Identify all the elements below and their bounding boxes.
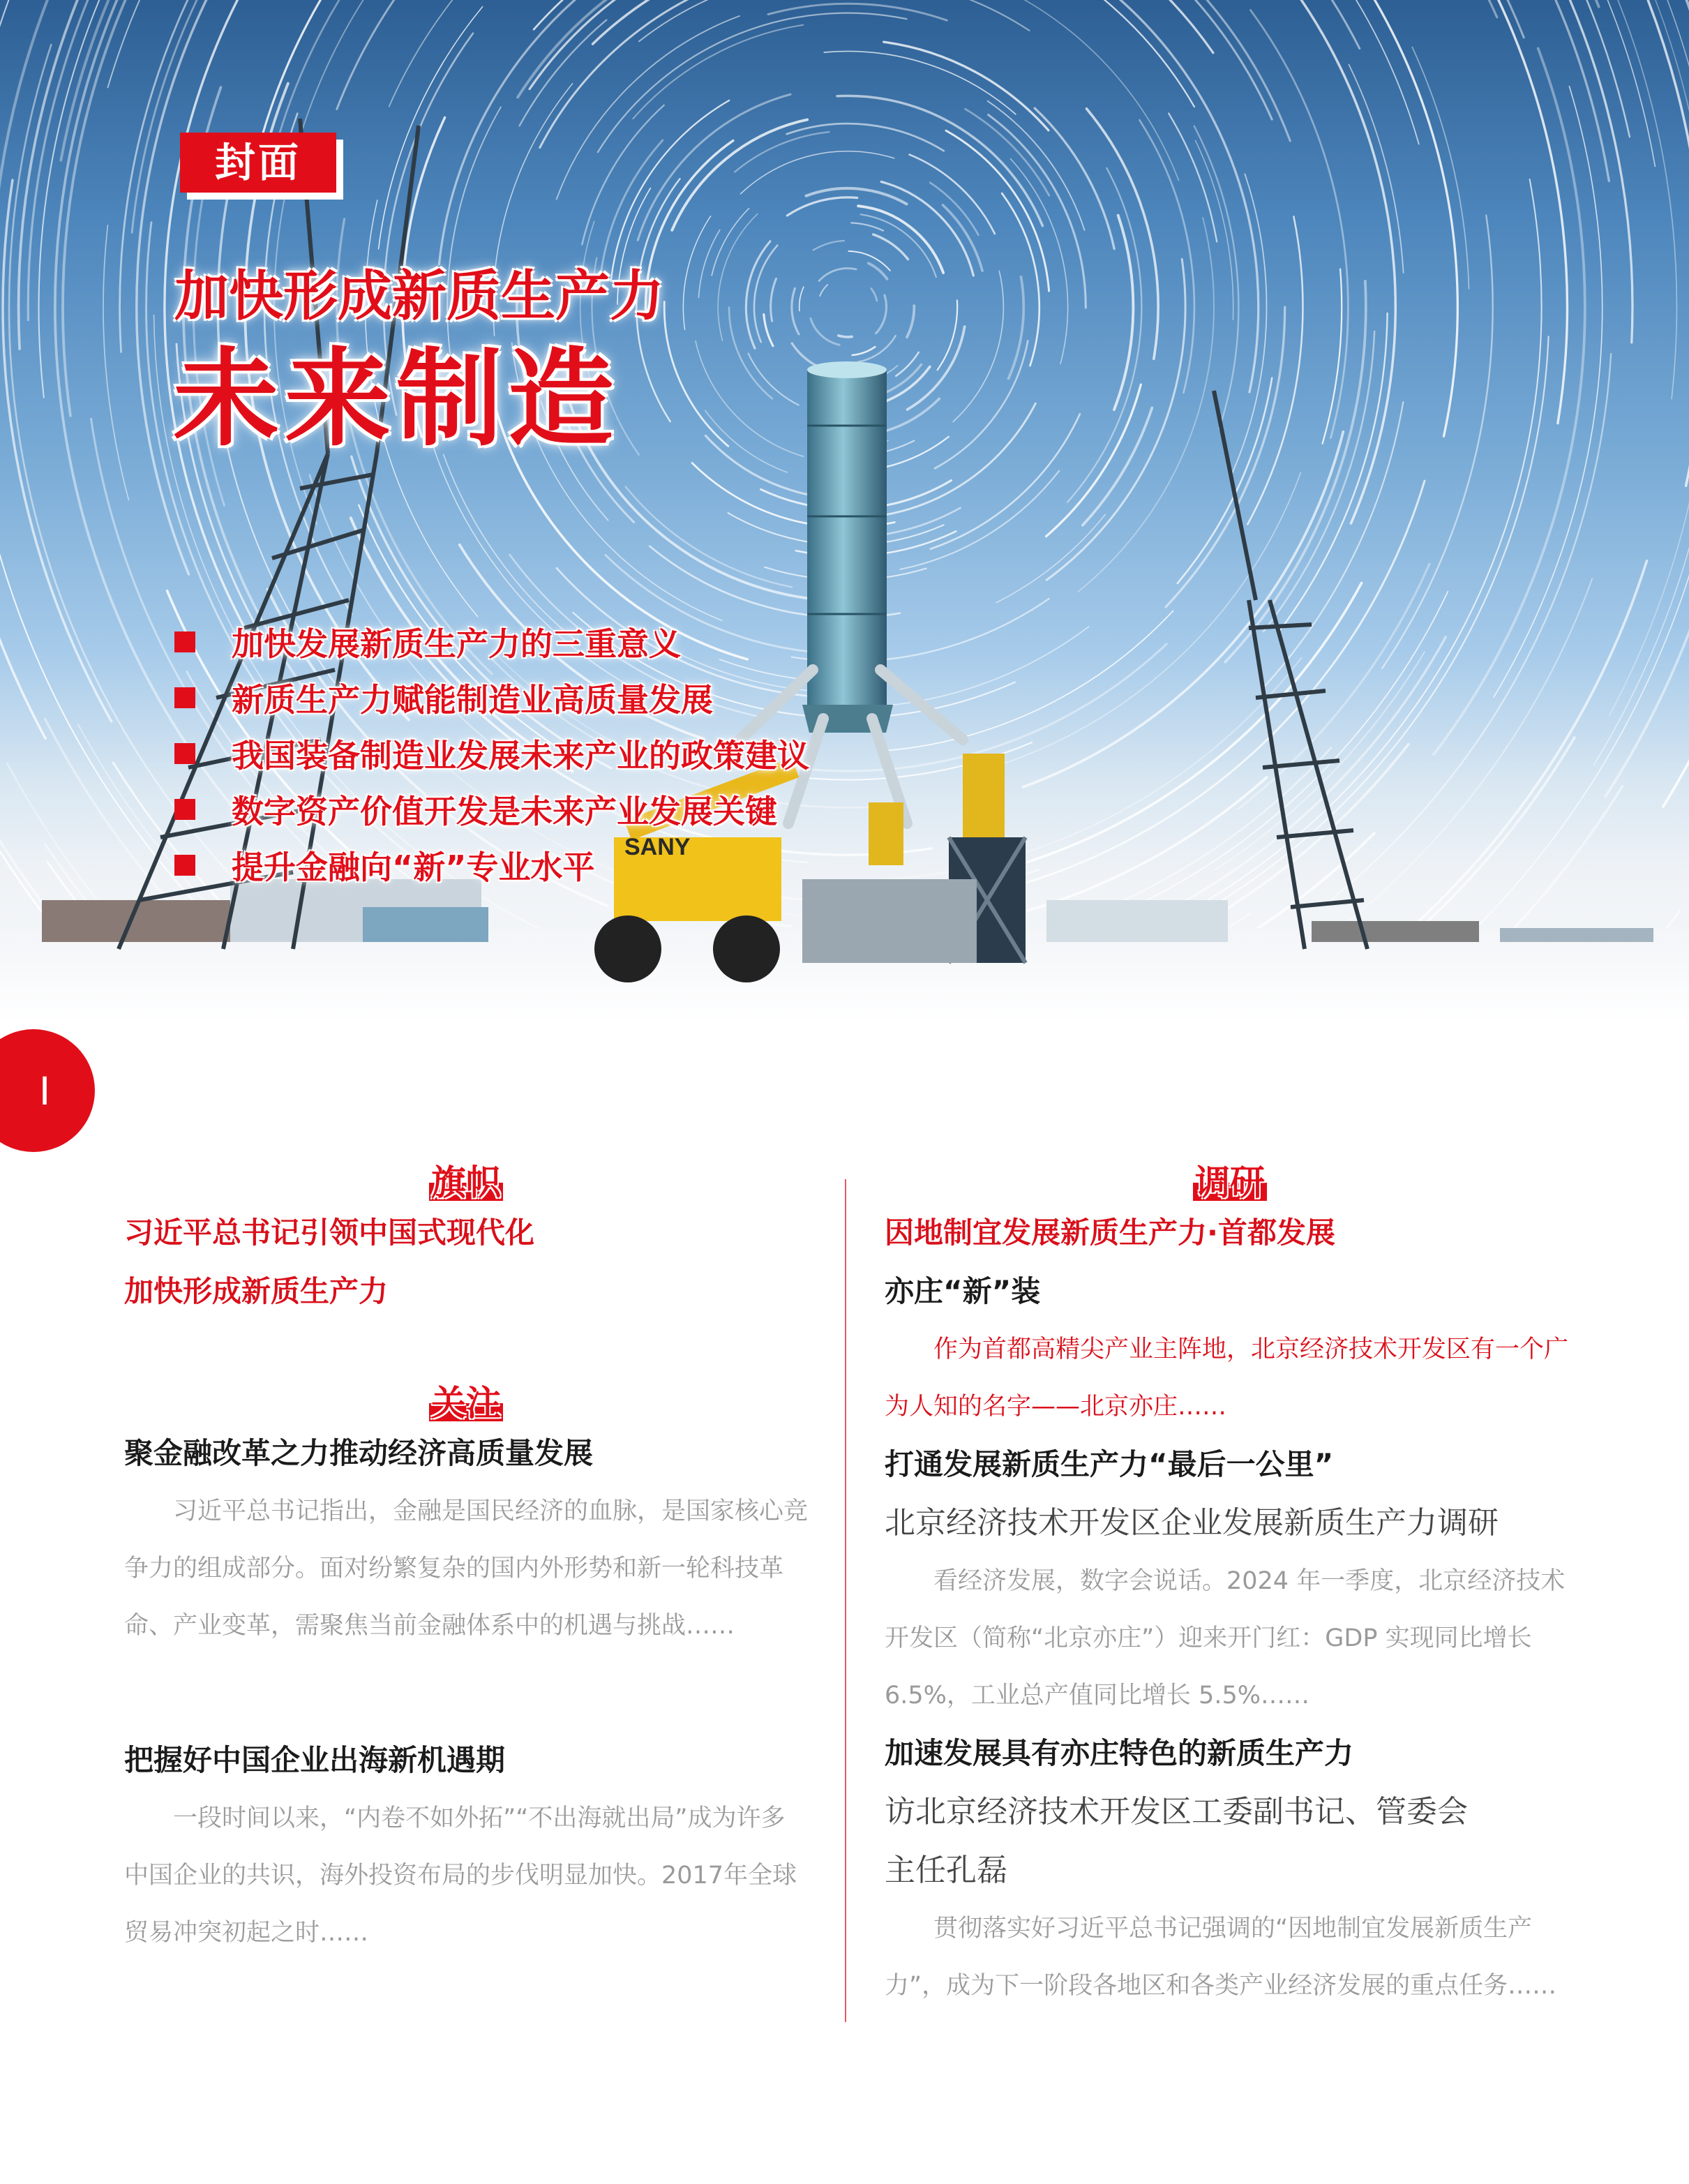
star-trail-arc [1250, 10, 1348, 437]
star-trail-arc [996, 514, 1106, 602]
star-trail-arc [258, 0, 662, 151]
star-trail-arc [792, 343, 816, 365]
star-trail-arc [851, 223, 883, 230]
square-bullet-icon [174, 799, 195, 820]
article-summary: 习近平总书记指出，金融是国民经济的血脉，是国家核心竞争力的组成部分。面对纷繁复杂的国内外形势和新一轮科技革命、产业变革，需聚焦当前金融体系中的机遇与挑战…… [124, 1497, 809, 1640]
square-bullet-icon [174, 855, 195, 876]
square-bullet-icon [174, 631, 195, 652]
qizhi-headline-line2[interactable]: 加快形成新质生产力 [124, 1274, 389, 1308]
right-column [885, 1162, 1575, 2014]
star-trail-arc [611, 100, 729, 281]
cover-bullet-item[interactable]: 加快发展新质生产力的三重意义 [174, 614, 809, 670]
cover-bullet-list [174, 614, 809, 893]
star-trail-arc [900, 471, 1059, 569]
cover-main-title: 未来制造 [173, 337, 620, 461]
star-trail-arc [1353, 0, 1689, 486]
star-trail-arc [1225, 281, 1366, 662]
star-trail-arc [1349, 65, 1404, 273]
star-trail-arc [943, 205, 983, 271]
cover-bullet-item[interactable]: 新质生产力赋能制造业高质量发展 [174, 670, 809, 726]
star-trail-arc [1000, 0, 1179, 181]
star-trail-arc [1172, 0, 1524, 38]
star-trail-arc [787, 124, 944, 151]
star-trail-arc [749, 353, 799, 405]
star-trail-arc [337, 0, 783, 109]
star-trail-arc [598, 13, 907, 152]
star-trail-arc [787, 197, 857, 216]
star-trail-arc [0, 0, 45, 738]
diaoyan-headline[interactable]: 因地制宜发展新质生产力·首都发展 [885, 1216, 1335, 1250]
star-trail-arc [103, 225, 128, 500]
section-label-diaoyan: 调研 [1193, 1162, 1267, 1204]
star-trail-arc [910, 155, 995, 234]
star-trail-arc [858, 336, 896, 362]
square-bullet-icon [174, 743, 195, 764]
star-trail-arc [741, 151, 894, 194]
star-trail-arc [1004, 0, 1194, 107]
article-title[interactable]: 亦庄“新”装 [885, 1274, 1041, 1308]
star-trail-arc [907, 306, 914, 337]
article-subtitle: 北京经济技术开发区企业发展新质生产力调研 [885, 1505, 1499, 1541]
cover-bullet-item[interactable]: 提升金融向“新”专业水平 [174, 837, 809, 893]
star-trail-arc [899, 0, 1030, 31]
star-trail-arc [1201, 179, 1541, 904]
section-label-qizhi: 旗帜 [429, 1162, 503, 1204]
left-column [124, 1162, 808, 1961]
star-trail-arc [819, 269, 856, 281]
article-title[interactable]: 把握好中国企业出海新机遇期 [124, 1743, 506, 1777]
cover-section-tag: 封面 [180, 133, 336, 193]
star-trail-arc [1561, 0, 1689, 377]
star-trail-arc [439, 0, 720, 264]
star-trail-arc [930, 183, 978, 235]
cover-bullet-item[interactable]: 我国装备制造业发展未来产业的政策建议 [174, 726, 809, 781]
star-trail-arc [848, 251, 890, 271]
star-trail-arc [582, 105, 663, 245]
star-trail-arc [800, 287, 804, 311]
star-trail-arc [1649, 0, 1689, 723]
star-trail-arc [1609, 0, 1689, 715]
star-trail-arc [820, 285, 827, 296]
star-trail-arc [873, 234, 908, 260]
star-trail-arc [1239, 0, 1418, 144]
star-trail-arc [1246, 0, 1655, 167]
star-trail-arc [1016, 777, 1267, 914]
article-title[interactable]: 打通发展新质生产力“最后一公里” [885, 1447, 1334, 1481]
star-trail-arc [1089, 0, 1259, 392]
star-trail-arc [811, 319, 839, 345]
qizhi-headline-line1[interactable]: 习近平总书记引领中国式现代化 [124, 1216, 535, 1250]
star-trail-arc [626, 486, 792, 587]
star-trail-arc [389, 0, 720, 107]
star-trail-arc [638, 94, 790, 240]
star-trail-arc [108, 0, 358, 87]
vehicle-brand-label: SANY [624, 834, 691, 860]
star-trail-arc [1114, 216, 1133, 410]
article-summary: 一段时间以来，“内卷不如外拓”“不出海就出局”成为许多中国企业的共识，海外投资布局的步伐明显加快。2017年全球贸易冲突初起之时…… [124, 1804, 797, 1947]
star-trail-arc [1326, 0, 1689, 46]
star-trail-arc [1123, 336, 1549, 952]
star-trail-arc [884, 42, 1049, 130]
star-trail-arc [839, 336, 852, 337]
star-trail-arc [1368, 0, 1630, 137]
star-trail-arc [698, 230, 719, 297]
star-trail-arc [1010, 159, 1067, 364]
cover-bullet-item[interactable]: 数字资产价值开发是未来产业发展关键 [174, 781, 809, 837]
star-trail-arc [979, 0, 1272, 119]
article-subtitle-line1: 访北京经济技术开发区工委副书记、管委会 [885, 1794, 1468, 1830]
star-trail-arc [1139, 120, 1194, 393]
star-trail-arc [931, 414, 1080, 548]
star-trail-arc [1459, 0, 1689, 564]
star-trail-arc [1270, 0, 1567, 424]
star-trail-arc [705, 410, 787, 472]
star-trail-arc [1374, 0, 1689, 62]
star-trail-arc [861, 214, 936, 277]
section-label-guanzhu: 关注 [429, 1382, 503, 1424]
star-trail-arc [1171, 0, 1599, 7]
article-subtitle-line2: 主任孔磊 [885, 1853, 1007, 1888]
star-trail-arc [935, 341, 1028, 468]
article-title[interactable]: 聚金融改革之力推动经济高质量发展 [124, 1436, 594, 1470]
column-divider [845, 1179, 846, 2022]
star-trail-arc [518, 0, 767, 97]
star-trail-arc [1494, 87, 1602, 698]
star-trail-arc [683, 216, 710, 330]
star-trail-arc [633, 25, 803, 119]
page-number-badge: I [0, 1029, 95, 1152]
star-trail-arc [672, 120, 807, 230]
star-trail-arc [853, 347, 876, 355]
cover-title: 加快形成新质生产力 [174, 265, 665, 328]
article-title[interactable]: 加速发展具有亦庄特色的新质生产力 [885, 1736, 1354, 1770]
article-summary: 作为首都高精尖产业主阵地，北京经济技术开发区有一个广为人知的名字——北京亦庄…… [885, 1336, 1569, 1421]
star-trail-arc [1277, 0, 1458, 436]
star-trail-arc [1323, 269, 1342, 444]
star-trail-arc [1169, 114, 1217, 242]
star-trail-arc [1599, 0, 1689, 807]
star-trail-arc [924, 0, 1359, 49]
square-bullet-icon [174, 687, 195, 708]
star-trail-arc [885, 611, 1173, 751]
star-trail-arc [813, 241, 844, 250]
article-summary: 看经济发展，数字会说话。2024 年一季度，北京经济技术开发区（简称“北京亦庄”）迎来开门红：GDP 实现同比增长 6.5%，工业总产值同比增长 5.5%…… [885, 1567, 1566, 1710]
cover-photo [0, 0, 1689, 1089]
star-trail-arc [792, 288, 799, 334]
star-trail-arc [871, 289, 877, 301]
star-trail-arc [1132, 0, 1290, 141]
article-summary: 贯彻落实好习近平总书记强调的“因地制宜发展新质生产力”，成为下一阶段各地区和各类产业经济发展的重点任务…… [885, 1915, 1557, 2000]
star-trail-arc [712, 209, 749, 276]
star-trail-arc [881, 182, 973, 276]
star-trail-arc [771, 278, 776, 321]
star-trail-arc [824, 51, 1016, 114]
star-trail-arc [908, 327, 965, 410]
star-trail-arc [1323, 354, 1611, 906]
